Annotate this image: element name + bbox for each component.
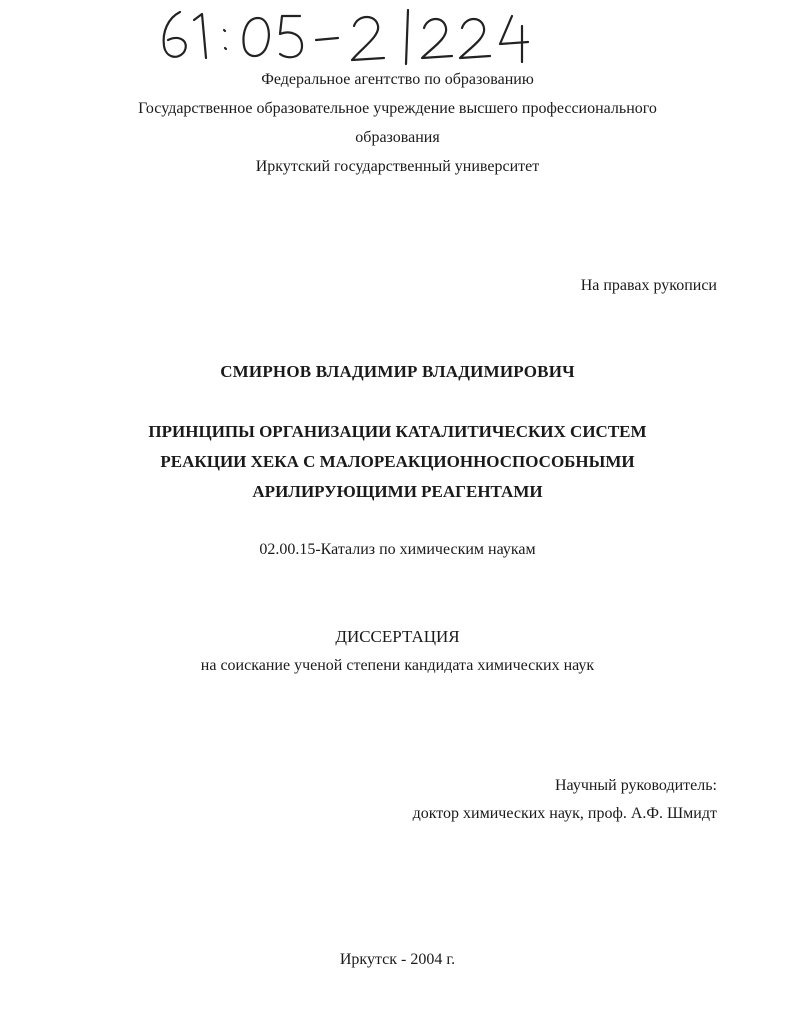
handwritten-catalog-number (150, 4, 540, 66)
institution-line-1: Государственное образовательное учреждение высшего профессионального (138, 100, 657, 117)
supervisor-label: Научный руководитель: (554, 777, 717, 794)
manuscript-rights-note: На правах рукописи (580, 277, 717, 294)
author-name: СМИРНОВ ВЛАДИМИР ВЛАДИМИРОВИЧ (220, 362, 575, 381)
title-line-2: РЕАКЦИИ ХЕКА С МАЛОРЕАКЦИОННОСПОСОБНЫМИ (160, 452, 635, 471)
degree-purpose: на соискание ученой степени кандидата химических наук (200, 657, 595, 674)
institution-line-2: образования (355, 129, 440, 146)
specialty-code: 02.00.15-Катализ по химическим наукам (259, 541, 536, 558)
agency-line: Федеральное агентство по образованию (261, 71, 534, 88)
supervisor-name: доктор химических наук, проф. А.Ф. Шмидт (412, 805, 717, 822)
title-line-1: ПРИНЦИПЫ ОРГАНИЗАЦИИ КАТАЛИТИЧЕСКИХ СИСТЕМ (148, 422, 647, 441)
place-and-year: Иркутск - 2004 г. (339, 951, 456, 968)
work-type-heading: ДИССЕРТАЦИЯ (335, 627, 460, 646)
title-line-3: АРИЛИРУЮЩИМИ РЕАГЕНТАМИ (252, 482, 543, 501)
university-line: Иркутский государственный университет (255, 158, 540, 175)
